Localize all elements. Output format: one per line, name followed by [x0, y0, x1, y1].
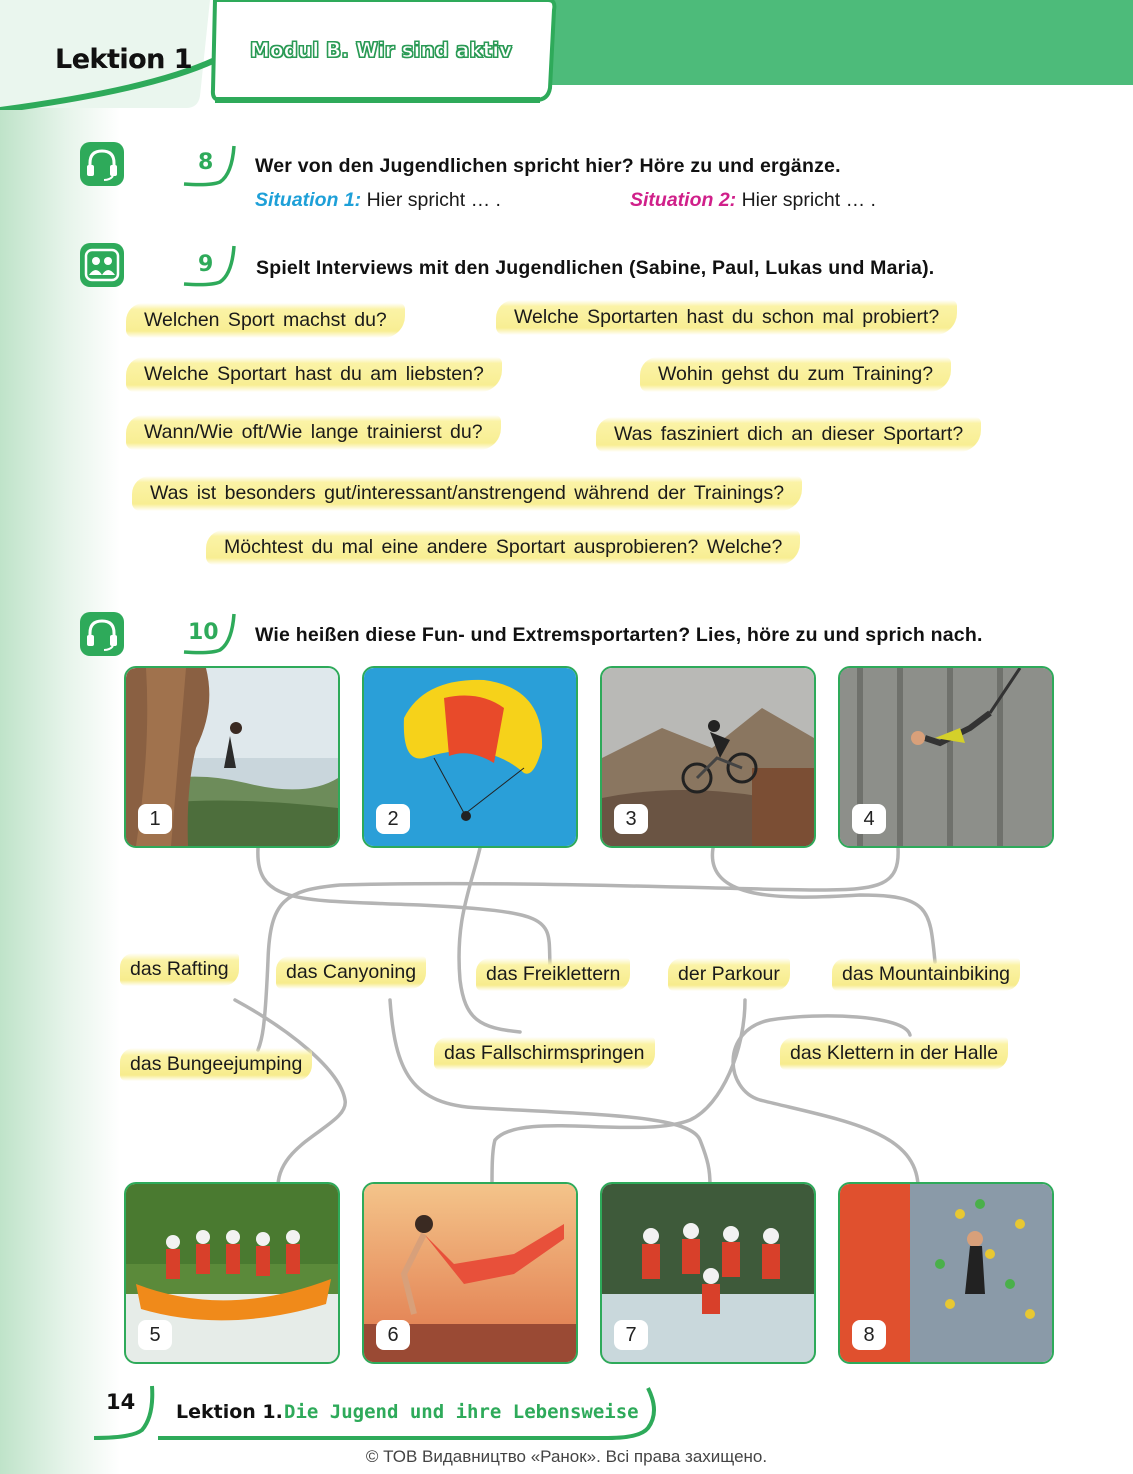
exercise-number: 8 [198, 150, 214, 175]
answer-label: das Klettern in der Halle [780, 1037, 1008, 1070]
question-highlight: Was fasziniert dich an dieser Sportart? [596, 417, 981, 452]
lesson-title: Lektion 1 [55, 44, 193, 75]
photo-paragliding [362, 666, 578, 848]
photo-rock-climbing [124, 666, 340, 848]
question-highlight: Wann/Wie oft/Wie lange trainierst du? [126, 415, 501, 450]
answer-label: der Parkour [668, 958, 790, 991]
photo-number: 4 [852, 804, 886, 834]
footer-title: Die Jugend und ihre Lebensweise [284, 1401, 639, 1423]
module-title: Modul B. Wir sind aktiv [250, 38, 513, 62]
question-highlight: Wohin gehst du zum Training? [640, 357, 951, 392]
question-highlight: Möchtest du mal eine andere Sportart ausprobieren? Welche? [206, 530, 800, 565]
photo-number: 2 [376, 804, 410, 834]
page-number: 14 [106, 1390, 136, 1414]
answer-label: das Canyoning [276, 956, 426, 989]
photo-number: 7 [614, 1320, 648, 1350]
copyright-notice: © ТОВ Видавництво «Ранок». Всі права захищено. [365, 1447, 768, 1466]
answer-label: das Rafting [120, 953, 239, 986]
footer-lesson: Lektion 1. [176, 1401, 283, 1423]
photo-rafting [124, 1182, 340, 1364]
situation-2-label: Situation 2: [630, 189, 737, 211]
exercise-task: Wie heißen diese Fun- und Extremsportarten? Lies, höre zu und sprich nach. [255, 624, 983, 646]
photo-mountain-biking [600, 666, 816, 848]
situation-2-text: Hier spricht … . [736, 189, 876, 211]
exercise-task: Spielt Interviews mit den Jugendlichen (Sabine, Paul, Lukas und Maria). [256, 257, 935, 279]
photo-canyoning [600, 1182, 816, 1364]
answer-label: das Bungeejumping [120, 1048, 312, 1081]
photo-number: 1 [138, 804, 172, 834]
answer-label: das Fallschirmspringen [434, 1037, 655, 1070]
question-highlight: Was ist besonders gut/interessant/anstrengend während der Trainings? [132, 476, 802, 511]
exercise-number: 9 [198, 252, 214, 277]
question-highlight: Welche Sportarten hast du schon mal probiert? [496, 300, 957, 335]
exercise-number: 10 [188, 620, 219, 645]
photo-number: 8 [852, 1320, 886, 1350]
photo-indoor-climbing [838, 1182, 1054, 1364]
photo-bungee-jumping [838, 666, 1054, 848]
answer-label: das Freiklettern [476, 958, 630, 991]
photo-number: 6 [376, 1320, 410, 1350]
photo-number: 3 [614, 804, 648, 834]
photo-parkour [362, 1182, 578, 1364]
situation-1-label: Situation 1: [255, 189, 362, 211]
question-highlight: Welchen Sport machst du? [126, 303, 405, 338]
question-highlight: Welche Sportart hast du am liebsten? [126, 357, 502, 392]
situation-1-text: Hier spricht … . [361, 189, 501, 211]
exercise-task: Wer von den Jugendlichen spricht hier? Höre zu und ergänze. [255, 155, 841, 177]
photo-number: 5 [138, 1320, 172, 1350]
answer-label: das Mountainbiking [832, 958, 1020, 991]
